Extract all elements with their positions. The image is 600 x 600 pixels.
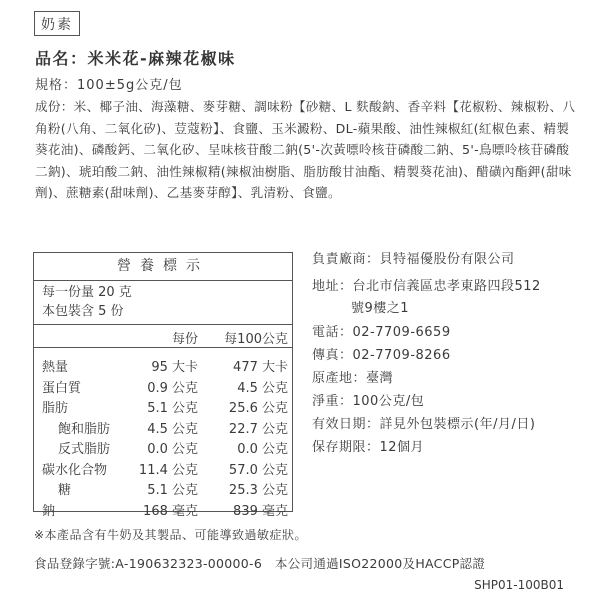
product-name: 品名：米米花-麻辣花椒味 (35, 49, 236, 68)
nutrient-name: 飽和脂肪 (58, 421, 111, 437)
col-per-100g: 每100公克 (224, 332, 288, 347)
nutrient-per-100g: 57.0 公克 (228, 462, 288, 478)
fax: 傳真：02-7709-8266 (312, 348, 451, 363)
nutrition-header-row (34, 325, 292, 348)
nutrient-name: 反式脂肪 (58, 442, 111, 457)
nutrient-per-100g: 25.6 公克 (228, 401, 288, 416)
nutrient-per-serving: 0.9 公克 (147, 380, 198, 396)
allergy-note: ※本產品含有牛奶及其製品、可能導致過敏症狀。 (34, 528, 308, 542)
nutrition-row (34, 477, 292, 498)
nutrient-per-100g: 22.7 公克 (228, 421, 288, 437)
nutrient-name: 脂肪 (42, 401, 69, 416)
nutrient-per-serving: 168 毫克 (143, 503, 198, 519)
net-weight: 淨重：100公克/包 (312, 394, 425, 409)
nutrient-name: 蛋白質 (42, 380, 82, 396)
servings-per-package: 本包裝含 5 份 (42, 304, 124, 319)
nutrition-row (34, 416, 292, 437)
nutrient-per-serving: 11.4 公克 (138, 462, 198, 478)
nutrient-name: 糖 (58, 483, 72, 498)
product-spec: 規格：100±5g公克/包 (35, 78, 183, 93)
registration-info: 食品登錄字號:A-190632323-00000-6 本公司通過ISO22000及HACCP認證 (34, 556, 486, 571)
nutrition-title: 營養標示 (34, 253, 292, 281)
serving-info (34, 281, 292, 325)
nutrition-row (34, 436, 292, 457)
col-per-serving: 每份 (171, 332, 198, 347)
expiry-date: 有效日期：詳見外包裝標示(年/月/日) (312, 417, 536, 432)
nutrition-row (34, 395, 292, 416)
nutrient-per-serving: 5.1 公克 (147, 483, 198, 498)
serving-size: 每一份量 20 克 (42, 285, 132, 300)
ingredients-text: 成份：米、椰子油、海藻糖、麥芽糖、調味粉【砂糖、L 麩酸鈉、香辛料【花椒粉、辣椒粉、八角粉(八角、二氧化矽)、荳蔻粉】、食鹽、玉米澱粉、DL-蘋果酸、油性辣椒紅(紅椒色素、精製葵花油)、磷酸鈣、二氧化矽、呈味核苷酸二鈉(5'-次黃嘌呤核苷磷酸二鈉、5'-鳥嘌呤核苷磷酸二鈉)、琥珀酸二鈉、油性辣椒精(辣椒油樹脂、脂肪酸甘油酯、精製葵花油)、醋磺內酯鉀(甜味劑)、蔗糖素(甜味劑)、乙基麥芽醇】、乳清粉、食鹽。 (35, 99, 576, 200)
nutrient-per-100g: 4.5 公克 (237, 380, 288, 396)
nutrition-row (34, 498, 292, 519)
product-code: SHP01-100B01 (474, 578, 564, 592)
nutrient-per-100g: 839 毫克 (233, 503, 288, 519)
address-line1: 地址：台北市信義區忠孝東路四段512 (312, 279, 541, 294)
nutrition-row (34, 457, 292, 478)
nutrition-facts-table (33, 252, 293, 519)
nutrient-per-100g: 477 大卡 (233, 360, 288, 375)
nutrition-row (34, 375, 292, 396)
responsible-company: 負責廠商：貝特福優股份有限公司 (312, 252, 515, 267)
nutrient-per-serving: 95 大卡 (151, 360, 198, 375)
nutrient-name: 碳水化合物 (42, 462, 108, 478)
nutrient-per-100g: 0.0 公克 (237, 442, 288, 457)
nutrition-rows (34, 348, 292, 518)
nutrient-per-100g: 25.3 公克 (228, 483, 288, 498)
nutrient-name: 熱量 (42, 360, 69, 375)
nutrient-per-serving: 5.1 公克 (147, 401, 198, 416)
nutrient-name: 鈉 (42, 503, 56, 519)
phone: 電話：02-7709-6659 (312, 325, 451, 340)
nutrient-per-serving: 0.0 公克 (147, 442, 198, 457)
address-line2: 號9樓之1 (351, 301, 410, 316)
shelf-life: 保存期限：12個月 (312, 440, 425, 455)
nutrition-row (34, 354, 292, 375)
origin: 原產地：臺灣 (312, 371, 394, 386)
nutrient-per-serving: 4.5 公克 (147, 421, 198, 437)
vegetarian-tag: 奶素 (34, 11, 80, 36)
